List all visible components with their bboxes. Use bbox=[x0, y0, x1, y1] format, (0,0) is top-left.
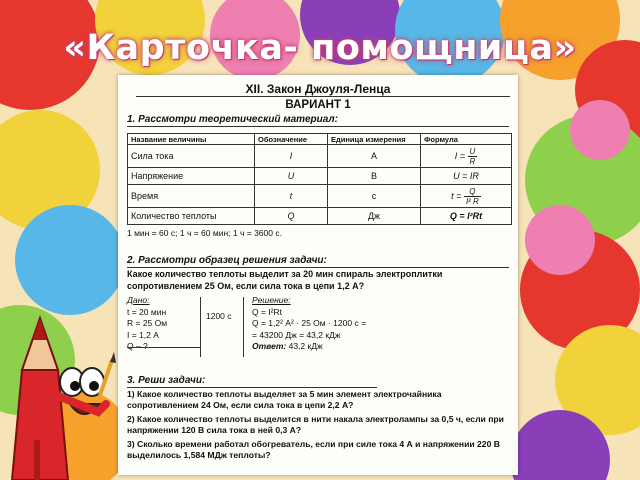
si-conversion: 1200 с bbox=[206, 311, 232, 321]
section-2-rule bbox=[127, 267, 509, 268]
title-rule bbox=[136, 96, 510, 97]
col-header-symbol: Обозначение bbox=[255, 134, 328, 145]
quantity-name: Сила тока bbox=[128, 145, 255, 168]
solution-step: = 43200 Дж = 43,2 кДж bbox=[252, 329, 341, 340]
worksheet bbox=[118, 75, 518, 475]
given-underline bbox=[127, 347, 201, 348]
given-divider bbox=[200, 297, 201, 357]
quantity-name: Количество теплоты bbox=[128, 208, 255, 225]
task-item: 3) Сколько времени работал обогреватель, если при силе тока 4 А и напряжении 220 В выделилось 1,584 МДж теплоты? bbox=[127, 439, 500, 460]
given-item: R = 25 Ом bbox=[127, 318, 168, 328]
task-item: 1) Какое количество теплоты выделяет за 5 мин элемент электрочайника сопротивлением 24 Ом, если сила тока в цепи 2,2 А? bbox=[127, 389, 442, 410]
given-item: t = 20 мин bbox=[127, 306, 167, 317]
section-3-rule bbox=[127, 387, 377, 388]
formula-fraction bbox=[464, 187, 481, 206]
time-conversions: 1 мин = 60 с; 1 ч = 60 мин; 1 ч = 3600 с. bbox=[127, 228, 282, 238]
quantity-symbol: Q bbox=[255, 208, 328, 225]
solution-step: Q = I²Rt bbox=[252, 306, 282, 317]
pencil-mascot bbox=[0, 300, 128, 480]
quantity-name: Напряжение bbox=[128, 168, 255, 185]
quantity-unit: В bbox=[328, 168, 421, 185]
solution-divider bbox=[243, 297, 244, 357]
quantity-unit: А bbox=[328, 145, 421, 168]
fraction-numerator: Q bbox=[464, 187, 481, 197]
quantity-name: Время bbox=[128, 185, 255, 208]
quantity-formula bbox=[421, 145, 512, 168]
section-1-heading: 1. Рассмотри теоретический материал: bbox=[127, 114, 338, 125]
answer-line bbox=[252, 341, 512, 353]
quantity-symbol: U bbox=[255, 168, 328, 185]
answer-label: Ответ: bbox=[252, 341, 287, 351]
example-problem: Какое количество теплоты выделит за 20 мин спираль электроплитки сопротивлением 25 Ом, если сила тока в цепи 1,2 А? bbox=[127, 269, 443, 291]
quantity-unit: с bbox=[328, 185, 421, 208]
formula-lhs: I = bbox=[454, 150, 465, 161]
quantity-formula: Q = I²Rt bbox=[421, 208, 512, 225]
worksheet-title: XII. Закон Джоуля-Ленца bbox=[245, 82, 391, 96]
given-item: Q – ? bbox=[127, 341, 148, 351]
section-2-heading: 2. Рассмотри образец решения задачи: bbox=[127, 255, 327, 266]
task-item: 2) Какое количество теплоты выделится в нити накала электролампы за 0,5 ч, если при напряжении 120 В сила тока в ней 0,3 А? bbox=[127, 414, 504, 435]
section-3-heading: 3. Реши задачи: bbox=[127, 375, 206, 386]
given-item: I = 1,2 А bbox=[127, 329, 159, 340]
solution-block bbox=[252, 295, 512, 353]
col-header-formula: Формула bbox=[421, 134, 512, 145]
quantity-unit: Дж bbox=[328, 208, 421, 225]
given-block bbox=[127, 295, 207, 353]
solution-heading: Решение: bbox=[252, 295, 291, 305]
table-row bbox=[128, 145, 512, 168]
variant-label: ВАРИАНТ 1 bbox=[285, 99, 351, 111]
table-row bbox=[128, 185, 512, 208]
answer-value: 43,2 кДж bbox=[288, 341, 323, 351]
col-header-unit: Единица измерения bbox=[328, 134, 421, 145]
section-1-rule bbox=[127, 126, 509, 127]
table-row bbox=[128, 168, 512, 185]
quantity-formula: U = IR bbox=[421, 168, 512, 185]
fraction-numerator: U bbox=[469, 146, 476, 156]
quantity-symbol: t bbox=[255, 185, 328, 208]
table-row bbox=[128, 208, 512, 225]
given-heading: Дано: bbox=[127, 295, 150, 305]
solution-step: Q = 1,2² А² · 25 Ом · 1200 с = bbox=[252, 318, 367, 328]
fraction-denominator: I² R bbox=[465, 196, 479, 206]
quantities-table bbox=[127, 133, 512, 225]
quantity-formula bbox=[421, 185, 512, 208]
table-header-row bbox=[128, 134, 512, 145]
formula-fraction bbox=[468, 147, 478, 166]
col-header-name: Название величины bbox=[128, 134, 255, 145]
quantity-symbol: I bbox=[255, 145, 328, 168]
slide-title: «Карточка- помощница» bbox=[63, 28, 577, 68]
formula-lhs: t = bbox=[451, 190, 462, 201]
fraction-denominator: R bbox=[469, 156, 476, 166]
